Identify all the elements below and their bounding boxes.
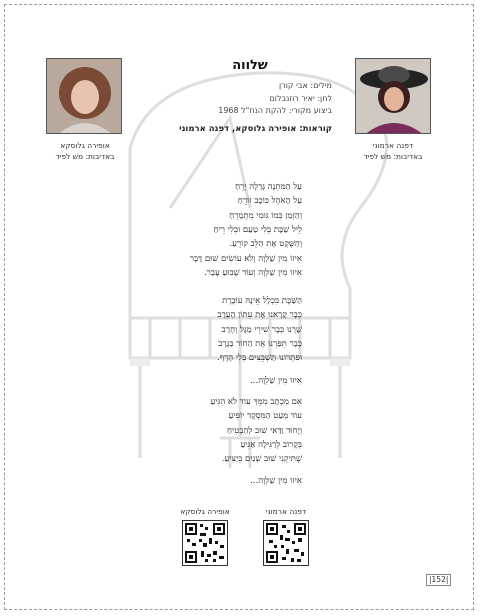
lyrics-stanza: [42, 395, 302, 466]
photo-credit-left: באדיבות: משׁ לפיד: [55, 152, 115, 161]
readers-line: קוראות: אופירה גלוסקא, דפנה ארמוני: [179, 124, 332, 134]
lyrics-chorus-repeat: [42, 474, 302, 488]
lyric-line: אִיזוֹ מִין שַׁלְוָה...: [250, 376, 302, 386]
song-title: שלווה: [232, 58, 268, 73]
qr-code-icon: [183, 521, 227, 565]
lyric-line: עַל הָאֹהֶל כּוֹכָב זוֹרֵחַ: [237, 196, 302, 207]
lyrics-stanza: [42, 294, 302, 365]
qr-label-right: דפנה ארמוני: [265, 507, 307, 516]
lyric-line: שֶׁתִּיקְנִי שׁוּב שְׁנַיִם בְּיַצִּיעַ.: [221, 454, 302, 465]
photo-credit-right: באדיבות: משׁ לפיד: [363, 152, 423, 161]
lyric-line: וְהַשֶּׁקֶט אֶת הַלֵּב קוֹרֵעַ.: [229, 239, 302, 250]
lyric-line: בְּקָרוֹב לְרַגִּילָה אַגִּיעַ: [240, 439, 302, 450]
lyric-line: וְהַזְּמַן כְּמוֹ גּוּמִי מִתְמָרֵחַ: [229, 210, 302, 221]
credit-music: לחן: יאיר רוזנבלום: [269, 93, 332, 103]
lyric-line: כְּבָר תִּפַּרְנוּ אֶת הַחוֹר בַּגֶּרֶב: [218, 338, 302, 349]
portrait-image: [47, 59, 122, 134]
photo-caption-right: [338, 140, 448, 162]
lyrics-chorus-repeat: [42, 374, 302, 388]
song-credits: [112, 80, 332, 118]
lyric-line: שַׁרְנוּ כְּבָר שִׁירֵי מַגָּל וְחֶרֶב: [221, 324, 302, 335]
qr-code-left[interactable]: [182, 520, 228, 566]
lyric-line: וְיָחוּד וַדַּאי שׁוּב לְהַבְטִיחַ: [226, 425, 302, 436]
page-number: |152|: [426, 574, 451, 586]
photo-name-left: אופירה גלוסקא: [60, 141, 110, 150]
credit-lyrics: מילים: אבי קורן: [279, 81, 332, 90]
lyric-line: אִיזוֹ מִין שַׁלְוָה...: [250, 476, 302, 486]
lyric-line: עוֹד מְעַט הַמִּסְקָד יוֹפִיעַ: [228, 411, 302, 422]
lyric-line: אִם מִכְתָּב מִמֵּךְ עוֹד לֹא הִגִּיעַ: [210, 397, 302, 407]
portrait-photo-ofira: [46, 58, 122, 134]
photo-caption-left: [30, 140, 140, 162]
photo-name-right: דפנה ארמוני: [372, 141, 414, 150]
qr-code-right[interactable]: [263, 520, 309, 566]
lyrics-stanza: [42, 180, 302, 251]
lyrics-chorus: [42, 252, 302, 281]
lyric-line: כְּבָר קָרָאנוּ אֶת עִתּוֹן הָעֶרֶב: [217, 310, 302, 321]
lyric-line: אִיזוֹ מִין שַׁלְוָה וְלֹא עוֹשִׂים שׁוּם דָּבָר: [189, 254, 302, 264]
qr-code-icon: [264, 521, 308, 565]
lyric-line: הַשַּׁבָּת בִּכְלָל אֵינָהּ עוֹבֶרֶת: [222, 296, 302, 306]
lyric-line: אִיזוֹ מִין שַׁלְוָה וְעוֹד שָׁבוּעַ עָבַר.: [203, 268, 302, 279]
qr-label-left: אופירה גלוסקא: [180, 507, 230, 516]
lyric-line: וּפִתְרוֹנוּ תַּשְׁבֵּצִים בְּלִי הֶרֶף.: [217, 353, 302, 364]
lyric-line: לֵיל שַׁבָּת בְּלִי טַעַם וּבְלִי רֵיחַ: [213, 224, 302, 235]
portrait-photo-dafna: [355, 58, 431, 134]
credit-original-performance: ביצוע מקורי: להקת הנח"ל 1968: [218, 106, 332, 115]
lyric-line: עַל הַמִּתְנָה גָּדְלָה יָרֵחַ: [235, 182, 302, 192]
portrait-image: [356, 59, 431, 134]
